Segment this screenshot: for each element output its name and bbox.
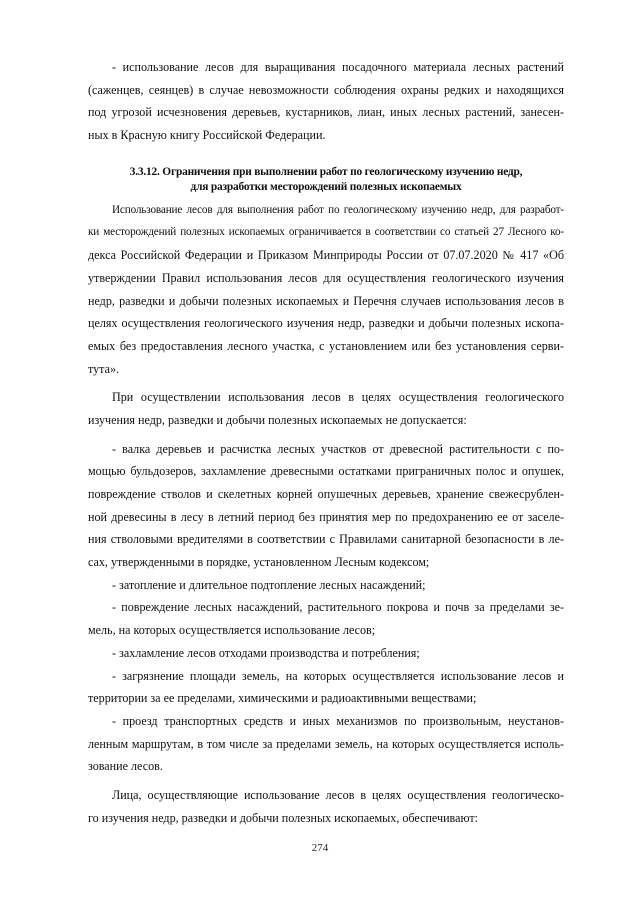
text-line: территории за ее пределами, химическими и радиоактивными веществами; [88,691,477,706]
text-line: ки месторождений полезных ископаемых ограничивается в соответствии со статьей 27 Лесного ко- [88,226,564,239]
text-line: Использование лесов для выполнения работ по геологическому изучению недр, для разработ- [112,203,564,216]
text-line: ной древесины в лесу в летний период без принятия мер по предохранению ее от заселе- [88,509,564,524]
section-heading-line: 3.3.12. Ограничения при выполнении работ по геологическому изучению недр, [129,165,523,178]
text-line: - использование лесов для выращивания посадочного материала лесных растений [112,60,564,74]
text-line: емых без предоставления лесного участка, с установлением или без установления серви- [88,338,564,353]
text-line: мощью бульдозеров, захламление древесными остатками приграничных полос и опушек, [88,464,564,479]
text-line: - валка деревьев и расчистка лесных участков от древесной растительности с по- [112,441,564,456]
text-line: мель, на которых осуществляется использование лесов; [88,623,376,638]
text-line: недр, разведки и добычи полезных ископаемых и Перечня случаев использования лесов в [88,293,564,308]
text-line: изучения недр, разведки и добычи полезных ископаемых не допускается: [88,412,467,427]
text-line: повреждение стволов и скелетных корней опушечных деревьев, хранение свежесрублен- [88,487,564,501]
text-line: - повреждение лесных насаждений, растительного покрова и почв за пределами зе- [112,600,564,615]
text-line: тута». [88,361,120,376]
list-item-pollution [88,665,564,710]
list-item-vehicles [88,710,564,778]
text-line: зование лесов. [88,759,163,774]
paragraph-obligations [88,784,564,829]
list-item-littering [88,642,564,665]
text-line: ния стволовыми вредителями в соответствии с Правилами санитарной безопасности в ле- [88,532,564,547]
text-line: Лица, осуществляющие использование лесов в целях осуществления геологическо- [112,787,564,802]
list-item-damage [88,596,564,641]
section-heading [88,165,564,195]
paragraph-red-book-exception [88,56,564,147]
text-line: под угрозой исчезновения деревьев, кустарников, лиан, иных лесных растений, занесен- [88,105,564,120]
text-line: ленным маршрутам, в том числе за пределами земель, на которых осуществляется исполь- [88,736,564,751]
text-line: - загрязнение площади земель, на которых осуществляется использование лесов и [112,668,564,683]
text-line: ных в Красную книгу Российской Федерации. [88,128,326,143]
list-item-felling [88,438,564,574]
text-line: (саженцев, сеянцев) в случае невозможности соблюдения охраны редких и находящихся [88,82,564,97]
text-line: декса Российской Федерации и Приказом Минприроды России от 07.07.2020 № 417 «Об [88,248,564,263]
text-line: целях осуществления геологического изучения недр, разведки и добычи полезных ископа- [88,316,564,331]
section-heading-line: для разработки месторождений полезных ископаемых [190,180,462,193]
page-number: 274 [311,842,329,854]
paragraph-legal-basis [88,199,564,381]
text-line: сах, утвержденными в порядке, установленном Лесным кодексом; [88,555,430,570]
text-line: - проезд транспортных средств и иных механизмов по произвольным, неустанов- [112,713,564,728]
paragraph-prohibited-intro [88,386,564,431]
text-line: - затопление и длительное подтопление лесных насаждений; [112,577,426,592]
document-page [88,56,564,829]
text-line: При осуществлении использования лесов в целях осуществления геологического [112,390,564,405]
text-line: утверждении Правил использования лесов для осуществления геологического изучения [88,270,564,285]
text-line: го изучения недр, разведки и добычи полезных ископаемых, обеспечивают: [88,810,478,825]
list-item-flooding [88,574,564,597]
text-line: - захламление лесов отходами производства и потребления; [112,645,420,660]
